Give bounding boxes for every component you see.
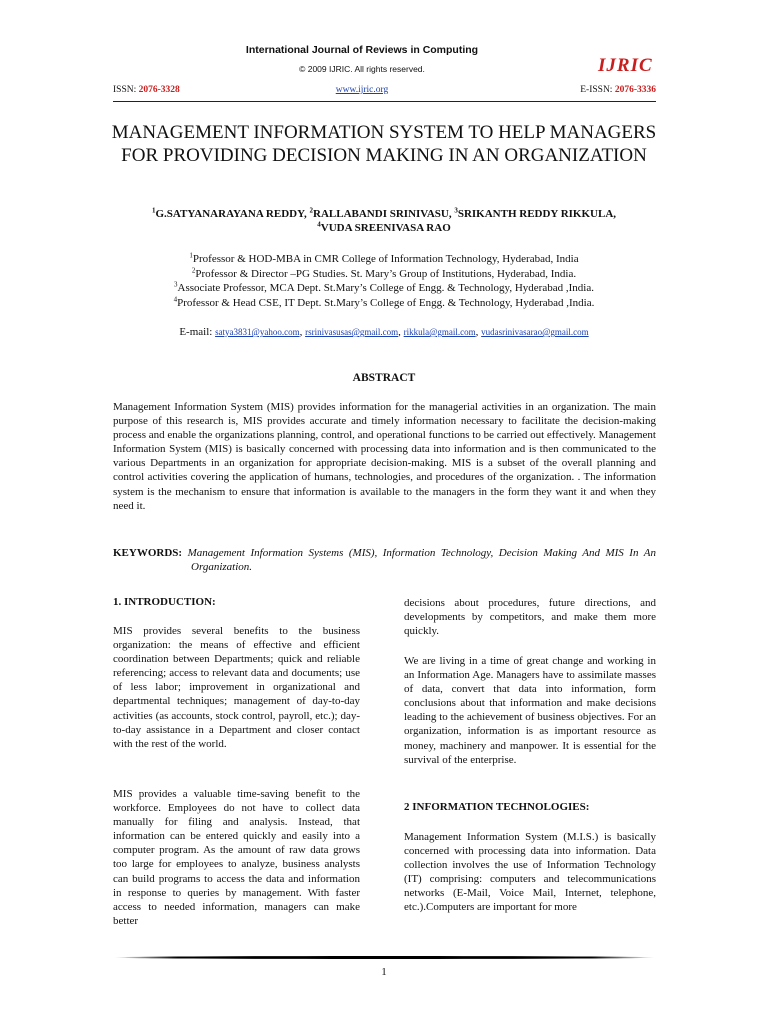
intro-paragraph-2: MIS provides a valuable time-saving benefit to the workforce. Employees do not have to collect data manually for filing and analysis. Instead, that information can be entered quickly and easily into a computer program. As the amount of raw data grows too large for employees to analyze, business analysts can build programs to access the data and information in response to queries by management. With faster access to needed information, managers can make better <box>113 788 360 927</box>
issn-value: 2076-3328 <box>138 85 180 95</box>
author-2-marker: 2 <box>309 206 314 215</box>
affiliation-2 <box>110 267 658 282</box>
header-divider <box>113 101 656 102</box>
keywords <box>113 546 656 574</box>
col2-paragraph-1: decisions about procedures, future directions, and developments by competitors, and make them more quickly. <box>404 597 656 638</box>
author-2-name: RALLABANDI SRINIVASU, <box>313 208 455 220</box>
author-4-marker: 4 <box>317 220 321 229</box>
affiliation-1 <box>110 252 658 267</box>
email-separator: , <box>475 326 482 338</box>
keywords-text: Management Information Systems (MIS), Information Technology, Decision Making And MIS In An Organization. <box>187 547 656 574</box>
journal-logo: IJRIC <box>598 55 653 76</box>
affiliation-2-marker: 2 <box>191 266 196 275</box>
affiliation-3 <box>110 281 658 296</box>
eissn <box>580 85 656 95</box>
col2-paragraph-2: We are living in a time of great change and working in an Information Age. Managers have to assimilate masses of data, convert that data into information, form conclusions about that information and make decisions leading to the achievement of business objectives. For an organization, information is as important resource as money, machinery and manpower. It is essential for the survival of the enterprise. <box>404 655 656 766</box>
email-label: E-mail: <box>179 326 216 338</box>
email-separator: , <box>299 326 306 338</box>
paper-title: MANAGEMENT INFORMATION SYSTEM TO HELP MANAGERS FOR PROVIDING DECISION MAKING IN AN ORGANIZATION <box>111 122 657 166</box>
author-3-marker: 3 <box>454 206 458 215</box>
journal-name: International Journal of Reviews in Computing <box>245 44 479 56</box>
abstract-heading: ABSTRACT <box>352 372 416 384</box>
email-line <box>110 326 658 338</box>
page-number: 1 <box>381 966 387 978</box>
author-1-name: G.SATYANARAYANA REDDY, <box>155 208 310 220</box>
affiliation-1-text: Professor & HOD-MBA in CMR College of Information Technology, Hyderabad, India <box>192 253 579 265</box>
email-link-2[interactable]: rsrinivasusas@gmail.com <box>305 327 399 337</box>
affiliation-3-marker: 3 <box>174 280 178 289</box>
affiliation-4 <box>110 296 658 311</box>
affiliation-3-text: Associate Professor, MCA Dept. St.Mary’s College of Engg. & Technology, Hyderabad ,India. <box>177 282 594 294</box>
abstract-text: Management Information System (MIS) provides information for the managerial activities in an organization. The main purpose of this research is, MIS provides accurate and timely information necessary to facilitate the decision-making process and enable the organizations planning, control, and operational functions to be carried out effectively. Management Information System (MIS) is basically concerned with processing data into information and is then communicated to the various Departments in an organization for appropriate decision-making. MIS is a subset of the overall planning and control activities covering the application of humans, technologies, and procedures of the organization. . The information system is the mechanism to ensure that information is available to the managers in the form they want it and when they need it. <box>113 401 656 512</box>
author-list <box>110 207 658 235</box>
email-link-3[interactable]: rikkula@gmail.com <box>403 327 476 337</box>
keywords-label: KEYWORDS: <box>113 547 188 559</box>
it-paragraph-1: Management Information System (M.I.S.) is basically concerned with processing data into information. Data collection involves the use of Information Technology (IT) comprising: computers and telecommunications networks (E-Mail, Voice Mail, Internet, telephone, etc.).Computers are important for more <box>404 831 656 914</box>
eissn-label: E-ISSN: <box>580 85 615 95</box>
section-heading-information-technologies: 2 INFORMATION TECHNOLOGIES: <box>404 801 590 813</box>
section-heading-introduction: 1. INTRODUCTION: <box>113 596 216 608</box>
author-3-name: SRIKANTH REDDY RIKKULA, <box>457 208 617 220</box>
email-separator: , <box>398 326 404 338</box>
intro-paragraph-1: MIS provides several benefits to the business organization: the means of effective and efficient coordination between Departments; quick and reliable referencing; access to relevant data and documents; use of less labor; improvement in organizational and departmental techniques; management of day-to-day activities (as accounts, stock control, payroll, etc.); day-to-day assistance in a Department and closer contact with the rest of the world. <box>113 625 360 750</box>
author-1-marker: 1 <box>151 206 156 215</box>
copyright-notice: © 2009 IJRIC. All rights reserved. <box>299 64 425 74</box>
affiliation-4-text: Professor & Head CSE, IT Dept. St.Mary’s College of Engg. & Technology, Hyderabad ,India. <box>177 297 595 309</box>
issn-label: ISSN: <box>113 85 139 95</box>
journal-url-link[interactable]: www.ijric.org <box>335 85 389 95</box>
affiliation-1-marker: 1 <box>189 251 193 260</box>
email-link-4[interactable]: vudasrinivasarao@gmail.com <box>481 327 589 337</box>
affiliation-4-marker: 4 <box>173 295 178 304</box>
author-4-name: VUDA SREENIVASA RAO <box>320 222 451 234</box>
footer-divider <box>113 956 656 959</box>
eissn-value: 2076-3336 <box>614 85 656 95</box>
affiliation-2-text: Professor & Director –PG Studies. St. Mary’s Group of Institutions, Hyderabad, India. <box>195 268 577 280</box>
email-link-1[interactable]: satya3831@yahoo.com <box>215 327 300 337</box>
